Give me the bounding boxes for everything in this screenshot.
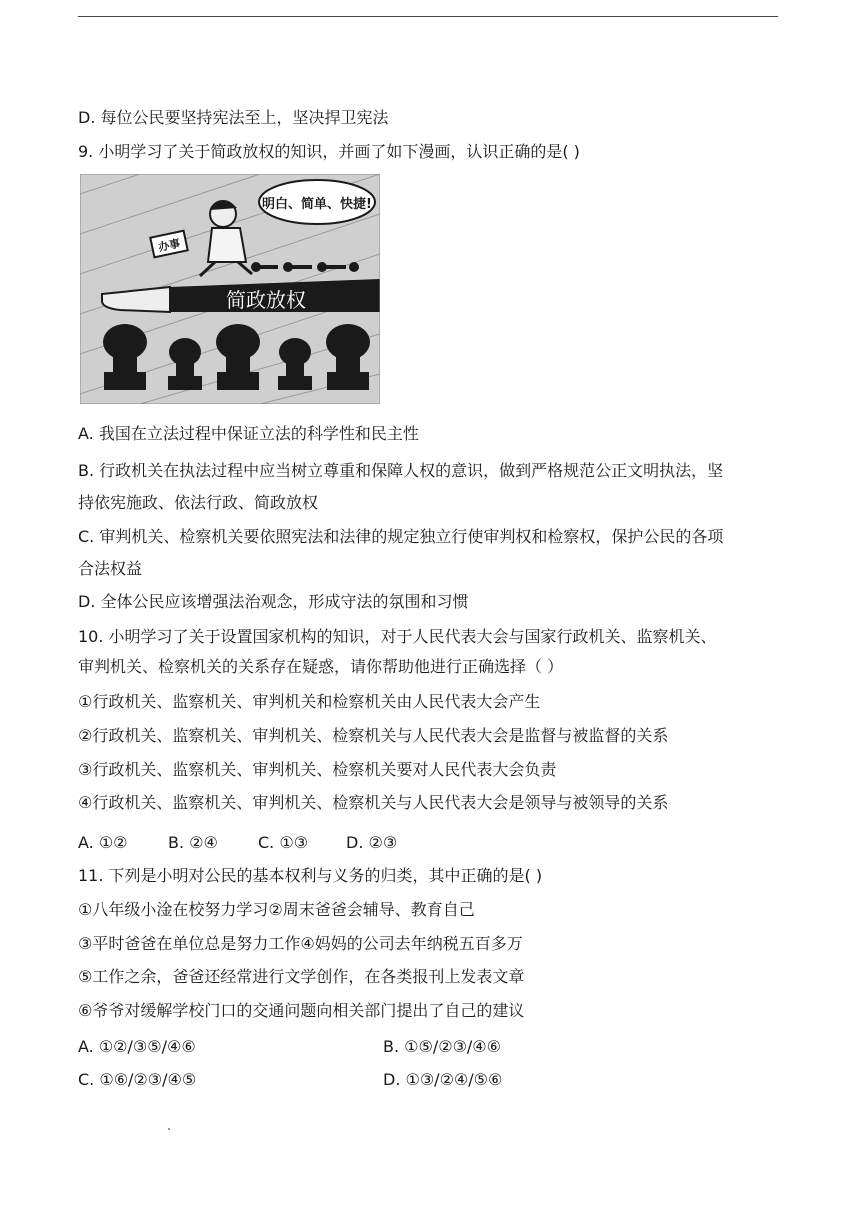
q11-statement-3-4: ③平时爸爸在单位总是努力工作④妈妈的公司去年纳税五百多万 xyxy=(78,934,523,953)
sign-text: 办事 xyxy=(157,236,182,255)
q10-statement-2: ②行政机关、监察机关、审判机关、检察机关与人民代表大会是监督与被监督的关系 xyxy=(78,726,669,745)
header-rule xyxy=(78,16,778,17)
q10-option-b: B. ②④ xyxy=(168,833,218,852)
page-dot xyxy=(168,1128,170,1130)
q9-option-a: A. 我国在立法过程中保证立法的科学性和民主性 xyxy=(78,424,419,443)
speech-bubble-text: 明白、简单、快捷! xyxy=(262,197,372,212)
q10-option-d: D. ②③ xyxy=(346,833,398,852)
q9-option-c-line2: 合法权益 xyxy=(78,559,143,578)
q9-option-b-line2: 持依宪施政、依法行政、简政放权 xyxy=(78,493,319,512)
q10-statement-3: ③行政机关、监察机关、审判机关、检察机关要对人民代表大会负责 xyxy=(78,760,557,779)
question-10-stem-line2: 审判机关、检察机关的关系存在疑惑，请你帮助他进行正确选择（ ） xyxy=(78,657,564,676)
q11-statement-5: ⑤工作之余，爸爸还经常进行文学创作，在各类报刊上发表文章 xyxy=(78,967,525,986)
arm-label: 简政放权 xyxy=(226,288,306,312)
q9-option-d: D. 全体公民应该增强法治观念，形成守法的氛围和习惯 xyxy=(78,592,469,611)
q9-option-b-line1: B. 行政机关在执法过程中应当树立尊重和保障人权的意识，做到严格规范公正文明执法，坚 xyxy=(78,461,724,480)
q11-statement-1-2: ①八年级小淦在校努力学习②周末爸爸会辅导、教育自己 xyxy=(78,900,475,919)
q11-option-a: A. ①②/③⑤/④⑥ xyxy=(78,1037,196,1056)
q10-statement-4: ④行政机关、监察机关、审判机关、检察机关与人民代表大会是领导与被领导的关系 xyxy=(78,793,669,812)
question-11-stem: 11. 下列是小明对公民的基本权利与义务的归类，其中正确的是( ) xyxy=(78,866,543,885)
prev-option-d: D. 每位公民要坚持宪法至上，坚决捍卫宪法 xyxy=(78,108,389,127)
question-10-stem-line1: 10. 小明学习了关于设置国家机构的知识，对于人民代表大会与国家行政机关、监察机关、 xyxy=(78,627,717,646)
q11-option-c: C. ①⑥/②③/④⑤ xyxy=(78,1070,197,1089)
q10-statement-1: ①行政机关、监察机关、审判机关和检察机关由人民代表大会产生 xyxy=(78,692,541,711)
q10-options xyxy=(78,832,397,854)
q11-option-d: D. ①③/②④/⑤⑥ xyxy=(383,1070,503,1089)
question-9-stem: 9. 小明学习了关于简政放权的知识，并画了如下漫画，认识正确的是( ) xyxy=(78,142,580,161)
q10-option-c: C. ①③ xyxy=(258,833,309,852)
q10-option-a: A. ①② xyxy=(78,833,128,852)
q9-option-c-line1: C. 审判机关、检察机关要依照宪法和法律的规定独立行使审判权和检察权，保护公民的各项 xyxy=(78,527,724,546)
q11-option-b: B. ①⑤/②③/④⑥ xyxy=(383,1037,501,1056)
simplify-administration-cartoon xyxy=(80,174,380,404)
q11-statement-6: ⑥爷爷对缓解学校门口的交通问题向相关部门提出了自己的建议 xyxy=(78,1001,525,1020)
